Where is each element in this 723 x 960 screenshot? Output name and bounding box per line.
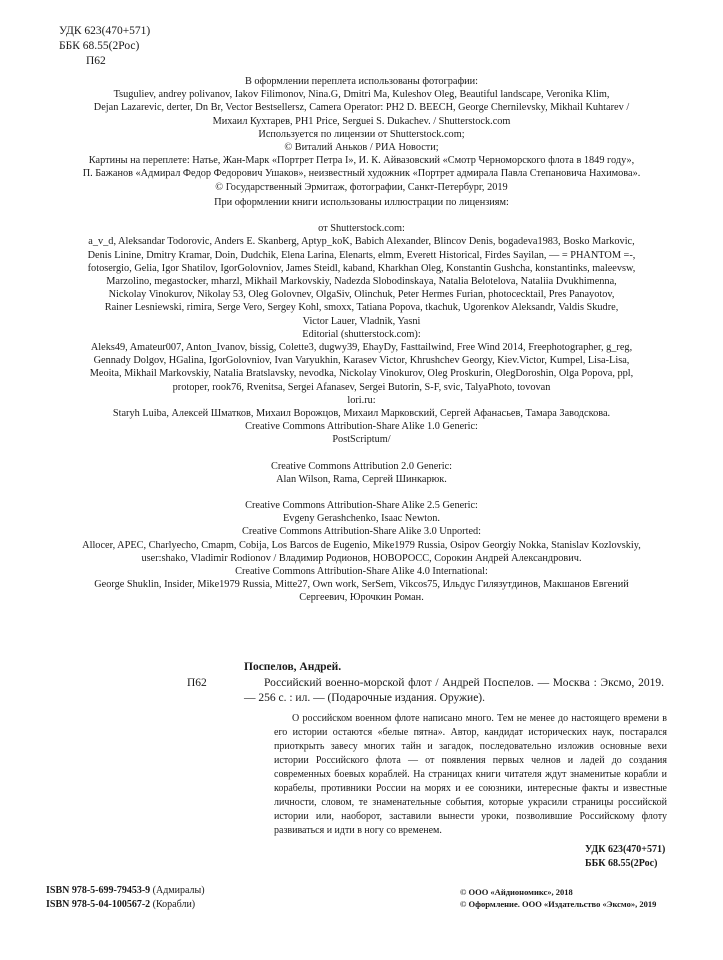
isbn-note: (Адмиралы) — [152, 885, 205, 896]
udk-code: УДК 623(470+571) — [59, 25, 151, 37]
annotation-text: О российском военном флоте написано много. Тем не менее до настоящего времени в его истории остаются «белые пятна». Автор, кандидат исторических наук, постарался приоткрыть завесу многих тайн и загадок, последовательно изложив основные вехи истории Российского флота — от появления первых челнов и ладей до создания современных боевых кораблей. На страницах книги читателя ждут знаменитые корабли и корабелы, противники России на морях и ее союзники, интересные факты и известные личности, словом, те знаменательные события, которые украсили страницы российской истории или, наоборот, заставили вынести уроки, позволившие Российскому флоту развиваться и идти в ногу со временем. — [274, 713, 667, 836]
cover-credits-line: Картины на переплете: Натье, Жан-Марк «Портрет Петра I», И. К. Айвазовский «Смотр Черноморского флота в 1849 году», — [88, 155, 635, 167]
entry-author: Поспелов, Андрей. — [244, 661, 342, 673]
credit-line: PostScriptum/ — [332, 434, 391, 446]
cover-credits-line: Dejan Lazarevic, derter, Dn Br, Vector Bestsellersz, Camera Operator: PH2 D. BEECH, George Chernilevsky, Mikhail Kuhtarev / — [93, 102, 630, 114]
credit-line: Meoita, Mikhail Markovskiy, Natalia Bratslavsky, nevodka, Nickolay Vinokurov, Oleg Proskurin, OlegDoroshin, Olga Popova, ppl, — [89, 368, 634, 380]
credit-line: Victor Lauer, Vladnik, Yasni — [302, 315, 421, 327]
isbn-note: (Корабли) — [152, 898, 196, 910]
entry-mark: П62 — [187, 676, 207, 689]
credit-line: user:shako, Vladimir Rodionov / Владимир Родионов, НОВОРОСС, Сорокин Андрей Александрович. — [141, 552, 582, 564]
isbn-number: ISBN 978-5-04-100567-2 — [46, 898, 151, 910]
isbn-line — [46, 884, 205, 898]
editorial-heading: Editorial (shutterstock.com): — [302, 328, 421, 340]
cover-credits-line: © Виталий Аньков / РИА Новости; — [284, 142, 439, 154]
cover-credits — [0, 75, 723, 194]
cc-sa-3-heading: Creative Commons Attribution-Share Alike 3.0 Unported: — [241, 526, 482, 538]
shutterstock-heading: от Shutterstock.com: — [318, 223, 405, 235]
credit-line: a_v_d, Aleksandar Todorovic, Anders E. Skanberg, Aptyp_koK, Babich Alexander, Blincov Denis, bogadeva1983, Bosko Markovic, — [88, 236, 635, 248]
footer-classification-codes — [585, 843, 665, 870]
footer-udk: УДК 623(470+571) — [585, 844, 666, 855]
copyright-line: © Оформление. ООО «Издательство «Эксмо», 2019 — [460, 899, 657, 909]
credit-line: protoper, rook76, Rvenitsa, Sergei Afanasev, Sergei Butorin, S-F, svic, TalyaPhoto, tovovan — [172, 381, 551, 393]
footer-bbk: ББК 68.55(2Рос) — [585, 857, 658, 869]
lori-heading: lori.ru: — [347, 394, 376, 406]
entry-description: Российский военно-морской флот / Андрей Поспелов. — Москва : Эксмо, 2019. — 256 с. : ил. — (Подарочные издания. Оружие). — [244, 676, 664, 704]
cover-credits-line: Используется по лицензии от Shutterstock.com; — [258, 128, 465, 140]
author-mark: П62 — [86, 55, 106, 67]
cc-sa-25-heading: Creative Commons Attribution-Share Alike 2.5 Generic: — [245, 500, 478, 512]
cover-credits-line: © Государственный Эрмитаж, фотографии, Санкт-Петербург, 2019 — [215, 181, 508, 193]
cover-credits-heading: В оформлении переплета использованы фотографии: — [244, 76, 479, 87]
copyright-line: © ООО «Айдиономикс», 2018 — [460, 887, 573, 897]
credit-line: Nickolay Vinokurov, Nikolay 53, Oleg Golovnev, OlgaSiv, Olinchuk, Peter Hermes Furian, photocecktail, Pres Panayotov, — [108, 289, 615, 301]
isbn-number: ISBN 978-5-699-79453-9 — [46, 885, 151, 896]
bbk-code: ББК 68.55(2Рос) — [59, 40, 140, 52]
credit-line: Сергеевич, Юрочкин Роман. — [299, 592, 424, 604]
credit-line: Rainer Lesniewski, rimira, Serge Vero, Sergey Kohl, smoxx, Tatiana Popova, tkachuk, Ugorenkov Aleksandr, Valdis Skudre, — [104, 302, 619, 314]
credit-line: Staryh Luiba, Алексей Шматков, Михаил Ворожцов, Михаил Марковский, Сергей Афанасьев, Тамара Заводскова. — [112, 408, 611, 420]
cc-2-heading: Creative Commons Attribution 2.0 Generic: — [270, 460, 453, 472]
credit-line: Alan Wilson, Rama, Сергей Шинкарюк. — [276, 473, 447, 485]
credit-line: Allocer, APEC, Charlyecho, Cmapm, Cobija, Los Barcos de Eugenio, Mike1979 Russia, Osipov Georgiy Nokka, Stanislav Kozlovskiy, — [82, 539, 641, 551]
credit-line: fotosergio, Gelia, Igor Shatilov, IgorGolovniov, James Steidl, kaband, Kharkhan Oleg, Konstantin Gushcha, konstantinks, maleevsw, — [87, 262, 636, 274]
copyright-block — [460, 886, 656, 910]
cc-sa-4-heading: Creative Commons Attribution-Share Alike 4.0 International: — [235, 566, 488, 578]
cover-credits-line: Михаил Кухтарев, PH1 Price, Serguei S. Dukachev. / Shutterstock.com — [212, 115, 511, 127]
credit-line: George Shuklin, Insider, Mike1979 Russia, Mitte27, Own work, SerSem, Vikcos75, Ильдус Гилязутдинов, Макшанов Евгений — [94, 579, 629, 591]
credit-line: Gennady Dolgov, HGalina, IgorGolovniov, Ivan Varyukhin, Karasev Victor, Khrushchev Georgy, Kiev.Victor, Kumpel, Lisa-Lisa, — [93, 355, 630, 367]
annotation — [274, 712, 667, 838]
illustration-credits-heading: При оформлении книги использованы иллюстрации по лицензиям: — [214, 197, 509, 208]
credit-line: Denis Linine, Dmitry Kramar, Doin, Dudchik, Elena Larina, Elenarts, elmm, Everett Historical, Firdes Sayilan, — = PHANTOM =-, — [87, 249, 636, 261]
bibliographic-entry — [187, 660, 664, 707]
isbn-line — [46, 898, 205, 912]
isbn-block — [46, 884, 205, 911]
credit-line: Evgeny Gerashchenko, Isaac Newton. — [283, 513, 440, 525]
cc-sa-1-heading: Creative Commons Attribution-Share Alike 1.0 Generic: — [245, 421, 478, 433]
cover-credits-line: П. Бажанов «Адмирал Федор Федорович Ушаков», неизвестный художник «Портрет адмирала Павла Степановича Нахимова». — [82, 168, 641, 180]
illustration-credits — [0, 196, 723, 605]
credit-line: Marzolino, megastocker, mharzl, Mikhail Markovskiy, Nadezda Slobodinskaya, Natalia Belotelova, Nataliia Dvukhimenna, — [106, 276, 617, 288]
credit-line: Aleks49, Amateur007, Anton_Ivanov, bissig, Colette3, dugwy39, EhayDy, Fasttailwind, Free Wind 2014, Freephotographer, g_reg, — [90, 342, 633, 354]
classification-codes — [59, 24, 150, 69]
cover-credits-line: Tsuguliev, andrey polivanov, Iakov Filimonov, Nina.G, Dmitri Ma, Kuleshov Oleg, Beautiful landscape, Veronika Klim, — [113, 89, 610, 101]
